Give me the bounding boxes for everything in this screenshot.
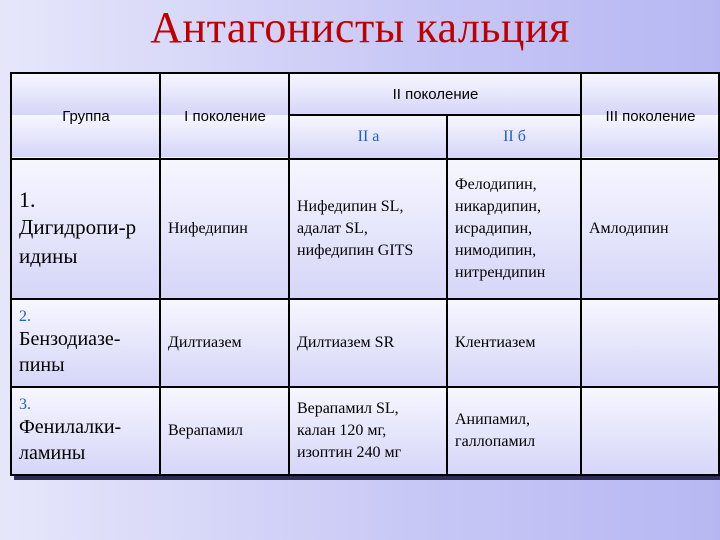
gen2a-cell: Верапамил SL, калан 120 мг, изоптин 240 мг (289, 387, 447, 475)
gen1-cell: Дилтиазем (160, 299, 289, 387)
gen3-cell: Амлодипин (581, 159, 719, 299)
gen2b-cell: Фелодипин, никардипин, исрадипин, нимодипин, нитрендипин (447, 159, 581, 299)
group-name: Бензодиазе-пины (19, 328, 121, 376)
header-row (11, 73, 719, 115)
group-name: Дигидропи-р идины (19, 215, 137, 268)
header-gen1: I поколение (160, 73, 289, 159)
header-gen2a: II а (289, 115, 447, 159)
header-gen2: II поколение (289, 73, 581, 115)
group-cell (11, 387, 160, 475)
table-row (11, 159, 719, 299)
gen3-cell (581, 387, 719, 475)
row-number: 2. (19, 308, 31, 325)
table-row (11, 387, 719, 475)
header-gen3: III поколение (581, 73, 719, 159)
header-gen2b: II б (447, 115, 581, 159)
table-row (11, 299, 719, 387)
gen2b-cell: Клентиазем (447, 299, 581, 387)
calcium-antagonists-table (10, 72, 720, 476)
gen3-cell (581, 299, 719, 387)
gen2a-cell: Дилтиазем SR (289, 299, 447, 387)
gen1-cell: Верапамил (160, 387, 289, 475)
group-cell (11, 299, 160, 387)
row-number: 3. (19, 396, 31, 413)
group-cell (11, 159, 160, 299)
header-group: Группа (11, 73, 160, 159)
row-number: 1. (19, 187, 36, 212)
gen2a-cell: Нифедипин SL, адалат SL, нифедипин GITS (289, 159, 447, 299)
gen2b-cell: Анипамил, галлопамил (447, 387, 581, 475)
group-name: Фенилалки-ламины (19, 416, 122, 464)
gen1-cell: Нифедипин (160, 159, 289, 299)
slide-title: Антагонисты кальция (150, 3, 570, 52)
